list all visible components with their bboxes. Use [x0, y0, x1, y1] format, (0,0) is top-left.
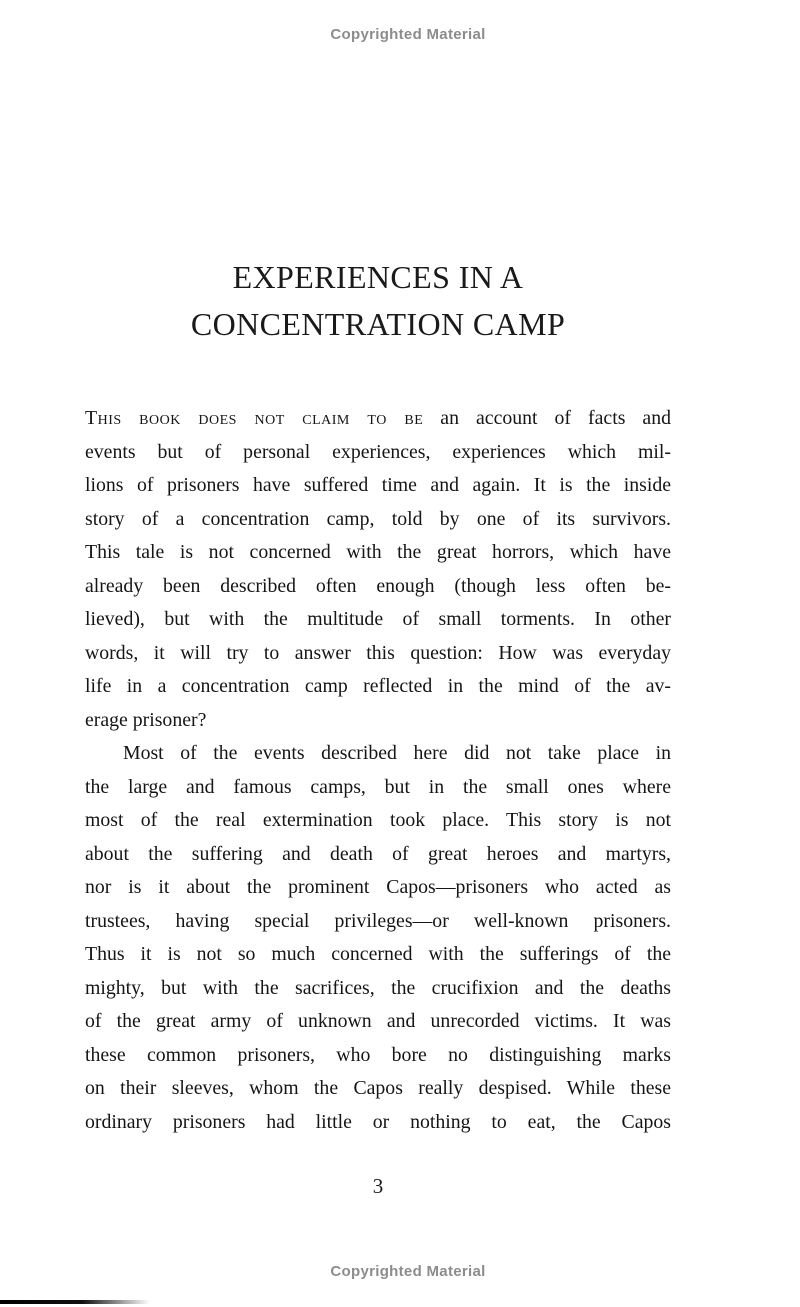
text-line: Most of the events described here did not take place in	[123, 742, 671, 764]
footer-copyright-notice: Copyrighted Material	[330, 1263, 486, 1280]
scan-artifact-bar	[0, 1300, 150, 1304]
opening-rest: an account of facts and	[423, 407, 671, 429]
chapter-title-line-2: CONCENTRATION CAMP	[190, 306, 566, 342]
text-line: life in a concentration camp reflected in the mind of the av-	[85, 675, 671, 697]
opening-smallcaps: This book does not claim to be	[85, 407, 424, 429]
text-line: lions of prisoners have suffered time and again. It is the inside	[85, 474, 671, 496]
paragraph-1	[85, 402, 671, 737]
paragraph-2	[85, 737, 671, 1139]
body-text	[85, 402, 671, 1139]
text-line: words, it will try to answer this question: How was everyday	[85, 641, 671, 664]
page-number: 3	[372, 1174, 384, 1198]
header-copyright-notice: Copyrighted Material	[330, 26, 486, 43]
text-line: the large and famous camps, but in the small ones where	[85, 775, 671, 798]
paragraph-1-lines	[85, 436, 671, 738]
chapter-title	[85, 254, 671, 348]
text-line: events but of personal experiences, experiences which mil-	[85, 440, 671, 463]
text-line: on their sleeves, whom the Capos really despised. While these	[85, 1077, 671, 1099]
text-line: of the great army of unknown and unrecorded victims. It was	[85, 1010, 671, 1032]
text-line: already been described often enough (though less often be-	[85, 574, 671, 597]
text-line: This tale is not concerned with the great horrors, which have	[85, 541, 671, 563]
text-line: most of the real extermination took place. This story is not	[85, 809, 671, 831]
opening-line	[85, 402, 671, 436]
chapter-title-line-1: EXPERIENCES IN A	[232, 259, 524, 295]
text-line: nor is it about the prominent Capos—prisoners who acted as	[85, 876, 671, 898]
text-line: Thus it is not so much concerned with the sufferings of the	[85, 943, 671, 965]
text-line: erage prisoner?	[85, 708, 207, 731]
text-line: trustees, having special privileges—or well-known prisoners.	[85, 909, 671, 932]
text-line: about the suffering and death of great heroes and martyrs,	[85, 842, 671, 865]
text-line: story of a concentration camp, told by one of its survivors.	[85, 507, 671, 530]
text-line: lieved), but with the multitude of small torments. In other	[85, 608, 671, 630]
text-line: mighty, but with the sacrifices, the crucifixion and the deaths	[85, 976, 671, 999]
text-line: ordinary prisoners had little or nothing to eat, the Capos	[85, 1110, 671, 1133]
text-line: these common prisoners, who bore no distinguishing marks	[85, 1043, 671, 1066]
